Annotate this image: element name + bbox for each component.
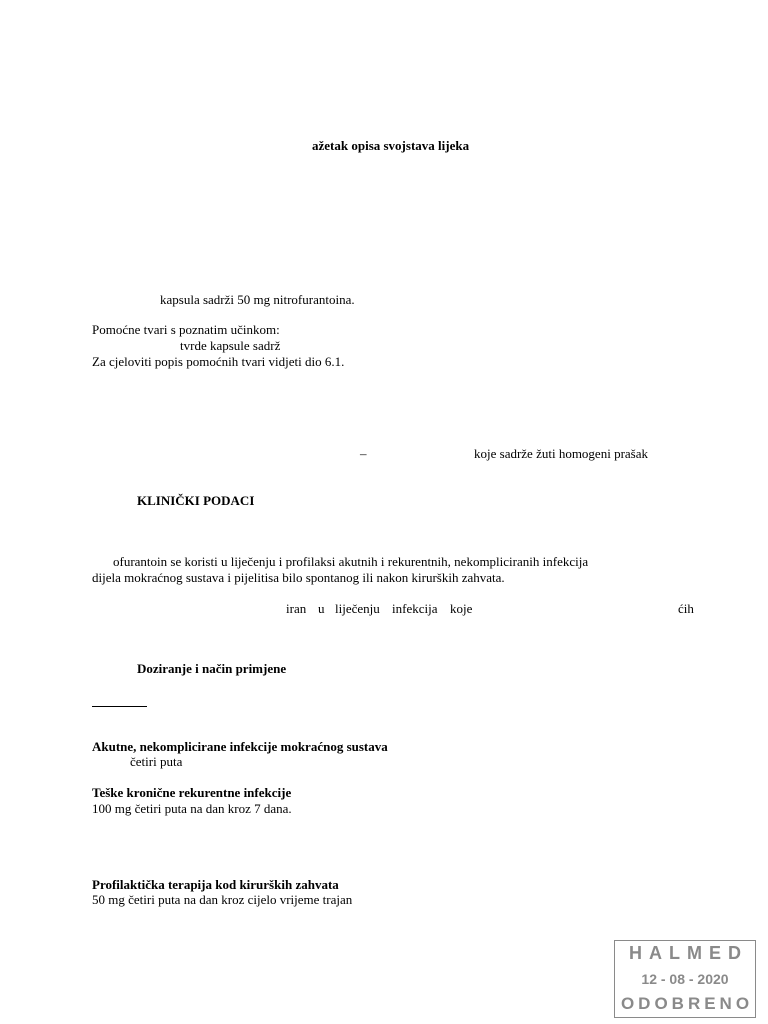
section-heading-dosing: Doziranje i način primjene [137, 661, 287, 676]
excipients-text: tvrde kapsule sadrž [180, 338, 281, 353]
indications-line-2: dijela mokraćnog sustava i pijelitisa bilo spontanog ili nakon kirurških zahvata. [92, 570, 505, 585]
fragment-word: u [318, 601, 325, 616]
excipients-label: Pomoćne tvari s poznatim učinkom: [92, 322, 280, 337]
form-dash: – [360, 446, 367, 461]
acute-heading: Akutne, nekomplicirane infekcije mokraćnog sustava [92, 739, 388, 754]
fragment-word: koje [450, 601, 473, 616]
prophylactic-heading: Profilaktička terapija kod kirurških zahvata [92, 877, 339, 892]
indications-line-1: ofurantoin se koristi u liječenju i profilaksi akutnih i rekurentnih, nekompliciranih infekcija [113, 554, 589, 569]
chronic-heading: Teške kronične rekurentne infekcije [92, 785, 292, 800]
fragment-word: iran [286, 601, 307, 616]
fragment-word-end: ćih [678, 601, 694, 616]
form-description: koje sadrže žuti homogeni prašak [474, 446, 648, 461]
fragment-word: liječenju [335, 601, 380, 616]
stamp-date: 12 - 08 - 2020 [641, 971, 729, 987]
full-list-reference: Za cjeloviti popis pomoćnih tvari vidjeti dio 6.1. [92, 354, 345, 369]
acute-text: četiri puta [130, 754, 183, 769]
composition-line: kapsula sadrži 50 mg nitrofurantoina. [160, 292, 355, 307]
section-heading-clinical: KLINIČKI PODACI [137, 493, 255, 508]
chronic-text: 100 mg četiri puta na dan kroz 7 dana. [92, 801, 292, 816]
prophylactic-text: 50 mg četiri puta na dan kroz cijelo vrijeme trajan [92, 892, 353, 907]
stamp-status: ODOBRENO [620, 994, 754, 1013]
stamp-agency: HALMED [629, 943, 748, 963]
fragment-word: infekcija [392, 601, 438, 616]
approval-stamp [614, 940, 756, 1018]
document-title: ažetak opisa svojstava lijeka [312, 138, 470, 153]
divider [92, 706, 147, 707]
